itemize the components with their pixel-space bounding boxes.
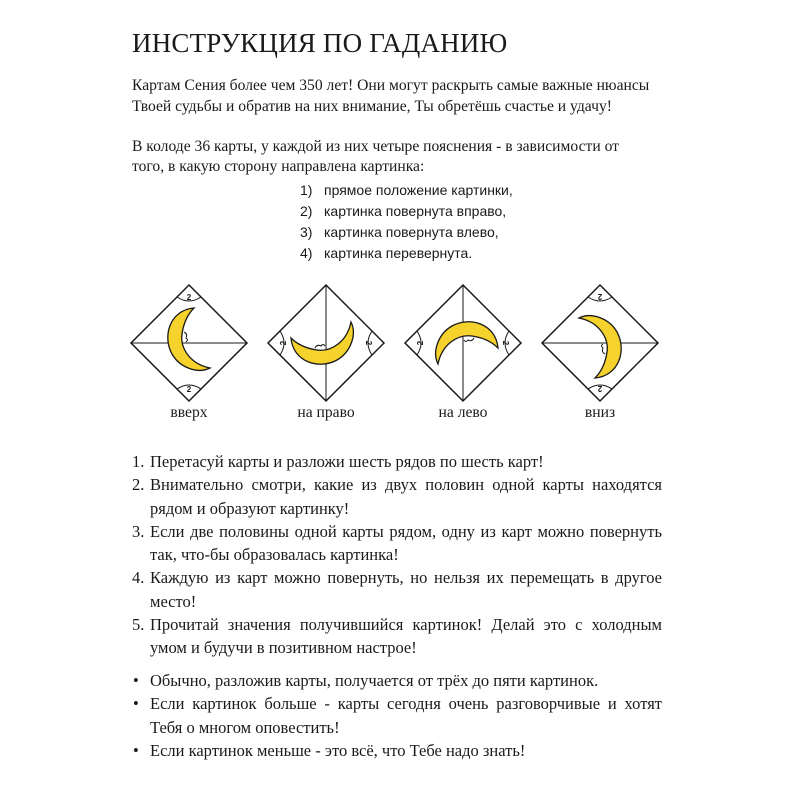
intro-paragraph bbox=[132, 75, 692, 117]
card-label-left: на лево bbox=[438, 404, 488, 421]
rule-text: Если две половины одной карты рядом, одну из карт можно повернуть так, что-бы образовалась картинка! bbox=[150, 521, 662, 565]
rule-item bbox=[132, 613, 662, 660]
card-upright bbox=[126, 280, 252, 421]
deck-description bbox=[132, 137, 692, 177]
deck-line: В колоде 36 карты, у каждой из них четыре пояснения - в зависимости от bbox=[132, 138, 619, 155]
intro-line: Картам Сения более чем 350 лет! Они могут раскрыть самые важные нюансы bbox=[132, 77, 650, 94]
orientation-number: 2) bbox=[300, 203, 313, 219]
orientation-item bbox=[300, 201, 513, 222]
corner-mark-top: 2 bbox=[186, 293, 192, 302]
rule-text: Каждую из карт можно повернуть, но нельзя их перемещать в другое место! bbox=[150, 568, 662, 611]
note-item bbox=[132, 739, 662, 762]
corner-mark-bottom: 2 bbox=[597, 384, 603, 393]
bullet-icon: • bbox=[133, 671, 139, 690]
orientation-text: картинка повернута вправо, bbox=[324, 203, 507, 219]
rule-text: Перетасуй карты и разложи шесть рядов по шесть карт! bbox=[150, 452, 544, 471]
corner-mark-right: 2 bbox=[364, 340, 373, 346]
card-left bbox=[400, 280, 526, 421]
orientation-text: прямое положение картинки, bbox=[324, 182, 513, 198]
moon-card-down-icon bbox=[537, 280, 663, 406]
rule-item bbox=[132, 520, 662, 567]
moon-figure bbox=[168, 308, 210, 370]
card-label-right: на право bbox=[297, 404, 355, 421]
deck-line: того, в какую сторону направлена картинка: bbox=[132, 158, 425, 175]
moon-card-up-icon bbox=[126, 280, 252, 406]
corner-mark-left: 2 bbox=[416, 340, 425, 346]
card-label-down: вниз bbox=[584, 404, 616, 421]
orientation-item bbox=[300, 222, 513, 243]
note-item bbox=[132, 669, 662, 692]
corner-mark-bottom: 2 bbox=[186, 385, 192, 394]
card-down bbox=[537, 280, 663, 421]
intro-line: Твоей судьбы и обратив на них внимание, Ты обретёшь счастье и удачу! bbox=[132, 98, 612, 115]
moon-figure bbox=[436, 322, 498, 364]
orientation-text: картинка перевернута. bbox=[324, 245, 473, 261]
page-title: ИНСТРУКЦИЯ ПО ГАДАНИЮ bbox=[132, 28, 508, 58]
moon-figure bbox=[579, 316, 621, 378]
orientation-number: 3) bbox=[300, 224, 313, 240]
card-label-up: вверх bbox=[170, 404, 208, 421]
rules-list bbox=[132, 450, 662, 660]
rule-text: Прочитай значения получившийся картинок! Делай это с холодным умом и будучи в позитивном настрое! bbox=[150, 615, 662, 658]
card-diamond bbox=[542, 285, 658, 401]
note-text: Обычно, разложив карты, получается от трёх до пяти картинок. bbox=[150, 671, 599, 690]
card-orientation-diagrams bbox=[0, 280, 800, 430]
corner-mark-top: 2 bbox=[597, 292, 603, 301]
card-diamond bbox=[131, 285, 247, 401]
card-right bbox=[263, 280, 389, 421]
orientation-item bbox=[300, 243, 513, 264]
rule-number: 1. bbox=[132, 452, 145, 471]
moon-figure bbox=[291, 322, 353, 364]
orientation-number: 4) bbox=[300, 245, 313, 261]
orientation-item bbox=[300, 180, 513, 201]
note-text: Если картинок меньше - это всё, что Тебе надо знать! bbox=[150, 740, 526, 760]
rule-number: 5. bbox=[132, 615, 145, 635]
corner-mark-left: 2 bbox=[279, 340, 288, 346]
rule-item bbox=[132, 473, 662, 520]
rule-number: 2. bbox=[132, 475, 145, 495]
corner-mark-right: 2 bbox=[501, 340, 510, 346]
note-text: Если картинок больше - карты сегодня очень разговорчивые и хотят Тебя о многом оповестить! bbox=[150, 694, 662, 737]
rule-item bbox=[132, 566, 662, 613]
moon-card-left-icon bbox=[400, 280, 526, 406]
orientation-text: картинка повернута влево, bbox=[324, 224, 499, 240]
notes-list bbox=[132, 669, 662, 762]
rule-text: Внимательно смотри, какие из двух половин одной карты находятся рядом и образуют картинку! bbox=[150, 475, 662, 518]
rule-number: 4. bbox=[132, 568, 145, 588]
rule-item bbox=[132, 450, 662, 473]
bullet-icon: • bbox=[133, 694, 139, 714]
note-item bbox=[132, 692, 662, 739]
bullet-icon: • bbox=[133, 740, 139, 760]
rule-number: 3. bbox=[132, 521, 145, 541]
orientation-number: 1) bbox=[300, 182, 313, 198]
moon-card-right-icon bbox=[263, 280, 389, 406]
orientation-list bbox=[300, 180, 513, 264]
